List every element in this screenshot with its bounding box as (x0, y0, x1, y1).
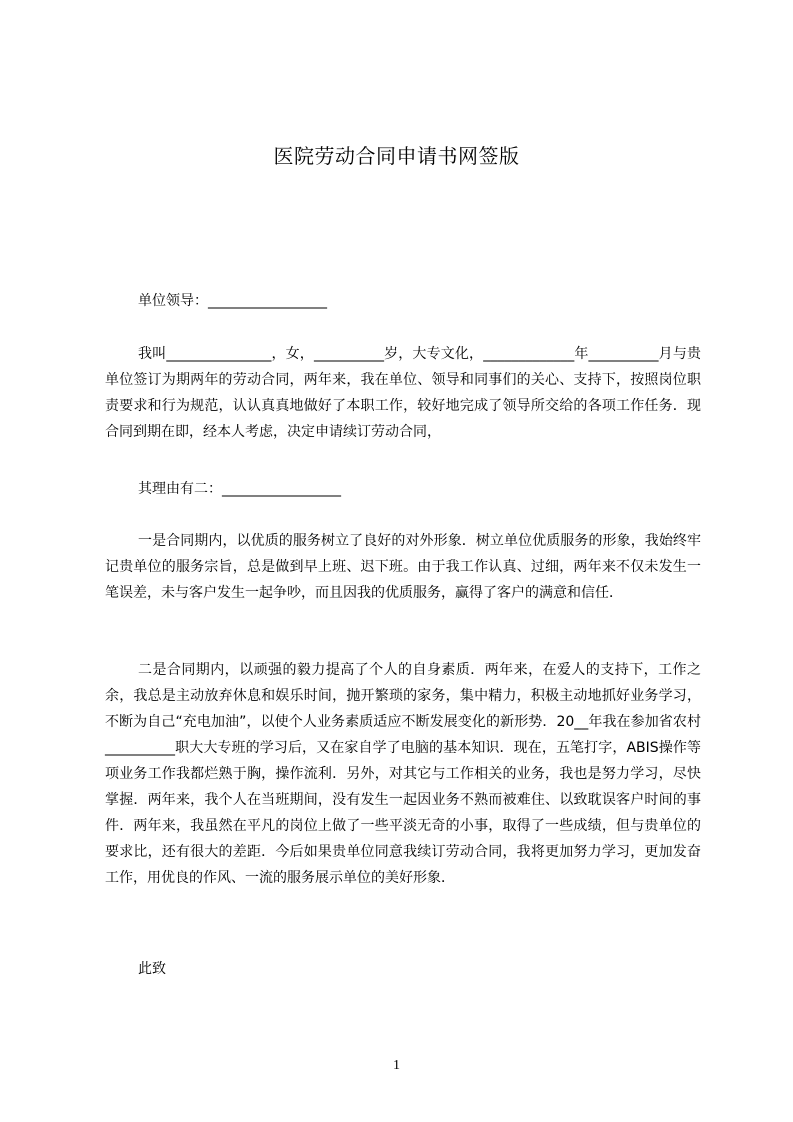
reasons-heading: 其理由有二：_________________ (138, 481, 341, 497)
salutation-line: 单位领导：_________________ (138, 293, 327, 309)
paragraph-intro: 我叫_______________，女，__________岁，大专文化，_____________年__________月与贵单位签订为期两年的劳动合同，两年来，我在单位、领导和同事们的关心、支持下，按照岗位职责要求和行为规范，认认真真地做好了本职工作，较好地完成了领导所交给的各项工作任务．现合同到期在即，经本人考虑，决定申请续订劳动合同， (105, 346, 701, 440)
paragraph-reason-one: 一是合同期内，以优质的服务树立了良好的对外形象．树立单位优质服务的形象，我始终牢记贵单位的服务宗旨，总是做到早上班、迟下班。由于我工作认真、过细，两年来不仅未发生一笔误差，未与客户发生一起争吵，而且因我的优质服务，赢得了客户的满意和信任． (105, 533, 701, 601)
document-title: 医院劳动合同申请书网签版 (273, 144, 520, 168)
page-number: 1 (393, 1058, 400, 1073)
paragraph-reason-two: 二是合同期内，以顽强的毅力提高了个人的自身素质．两年来，在爱人的支持下，工作之余，我总是主动放弃休息和娱乐时间，抛开繁琐的家务，集中精力，积极主动地抓好业务学习，不断为自己“充电加油”，以使个人业务素质适应不断发展变化的新形势．20__年我在参加省农村__________职大大专班的学习后，又在家自学了电脑的基本知识．现在，五笔打字，ABIS操作等项业务工作我都烂熟于胸，操作流利．另外，对其它与工作相关的业务，我也是努力学习，尽快掌握．两年来，我个人在当班期间，没有发生一起因业务不熟而被难住、以致耽误客户时间的事件．两年来，我虽然在平凡的岗位上做了一些平淡无奇的小事，取得了一些成绩，但与贵单位的要求比，还有很大的差距．今后如果贵单位同意我续订劳动合同，我将更加努力学习，更加发奋工作，用优良的作风、一流的服务展示单位的美好形象． (105, 662, 701, 886)
closing-text: 此致 (138, 961, 166, 977)
